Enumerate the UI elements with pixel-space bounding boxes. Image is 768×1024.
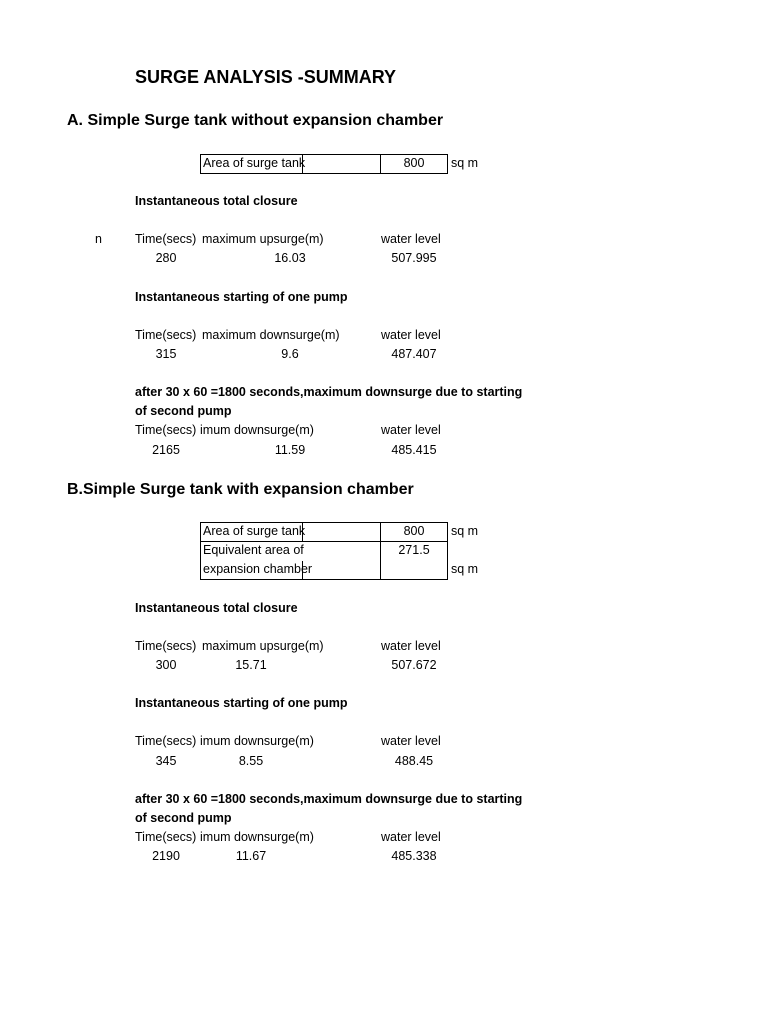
- a-case3-col-time: Time(secs): [135, 423, 197, 437]
- equiv-area-label-line1: Equivalent area of: [203, 543, 304, 557]
- b-case3-col-level: water level: [381, 830, 441, 844]
- b-case3-surge: 11.67: [235, 849, 267, 863]
- page-title: SURGE ANALYSIS -SUMMARY: [135, 67, 397, 87]
- b-case1-col-surge: maximum upsurge(m): [202, 639, 324, 653]
- a-case1-col-level: water level: [381, 232, 441, 246]
- b-case1-col-level: water level: [381, 639, 441, 653]
- b-case2-col-surge: imum downsurge(m): [200, 734, 314, 748]
- row-divider: [200, 541, 448, 542]
- equiv-area-unit: sq m: [451, 562, 479, 576]
- a-case2-col-surge: maximum downsurge(m): [202, 328, 340, 342]
- area-value: 800: [403, 156, 425, 170]
- b-case3-subtitle-line2: of second pump: [135, 811, 232, 825]
- equiv-area-value: 271.5: [398, 543, 430, 557]
- area-unit: sq m: [451, 156, 479, 170]
- a-case3-surge: 11.59: [274, 443, 306, 457]
- a-case3-level: 485.415: [391, 443, 437, 457]
- b-case2-level: 488.45: [394, 754, 434, 768]
- b-case2-time: 345: [155, 754, 177, 768]
- b-case2-col-level: water level: [381, 734, 441, 748]
- a-case3-col-level: water level: [381, 423, 441, 437]
- b-case3-col-surge: imum downsurge(m): [200, 830, 314, 844]
- area-value: 800: [403, 524, 425, 538]
- b-case2-surge: 8.55: [238, 754, 264, 768]
- a-case3-time: 2165: [152, 443, 180, 457]
- a-case3-col-surge: imum downsurge(m): [200, 423, 314, 437]
- b-case3-col-time: Time(secs): [135, 830, 197, 844]
- area-label: Area of surge tank: [203, 156, 306, 170]
- a-case1-col-time: Time(secs): [135, 232, 197, 246]
- a-case2-col-level: water level: [381, 328, 441, 342]
- b-case1-subtitle: Instantaneous total closure: [135, 601, 298, 615]
- area-unit: sq m: [451, 524, 479, 538]
- a-case2-level: 487.407: [391, 347, 437, 361]
- a-case2-time: 315: [155, 347, 177, 361]
- b-case3-level: 485.338: [391, 849, 437, 863]
- section-a-heading: A. Simple Surge tank without expansion chamber: [67, 112, 444, 129]
- a-case1-time: 280: [155, 251, 177, 265]
- b-case3-subtitle-line1: after 30 x 60 =1800 seconds,maximum downsurge due to starting: [135, 792, 523, 806]
- a-case2-col-time: Time(secs): [135, 328, 197, 342]
- b-case1-col-time: Time(secs): [135, 639, 197, 653]
- b-case1-level: 507.672: [391, 658, 437, 672]
- a-case1-col-surge: maximum upsurge(m): [202, 232, 324, 246]
- section-b-heading: B.Simple Surge tank with expansion chamber: [67, 481, 414, 498]
- a-case3-subtitle-line2: of second pump: [135, 404, 232, 418]
- a-case2-surge: 9.6: [281, 347, 299, 361]
- a-case1-row-marker: n: [95, 232, 102, 246]
- area-label: Area of surge tank: [203, 524, 306, 538]
- b-case1-time: 300: [155, 658, 177, 672]
- a-case3-subtitle-line1: after 30 x 60 =1800 seconds,maximum downsurge due to starting: [135, 385, 523, 399]
- equiv-area-label-line2: expansion chamber: [203, 562, 313, 576]
- b-case1-surge: 15.71: [235, 658, 267, 672]
- a-case2-subtitle: Instantaneous starting of one pump: [135, 290, 348, 304]
- a-case1-surge: 16.03: [274, 251, 306, 265]
- b-case2-col-time: Time(secs): [135, 734, 197, 748]
- b-case2-subtitle: Instantaneous starting of one pump: [135, 696, 348, 710]
- a-case1-level: 507.995: [391, 251, 437, 265]
- b-case3-time: 2190: [152, 849, 180, 863]
- a-case1-subtitle: Instantaneous total closure: [135, 194, 298, 208]
